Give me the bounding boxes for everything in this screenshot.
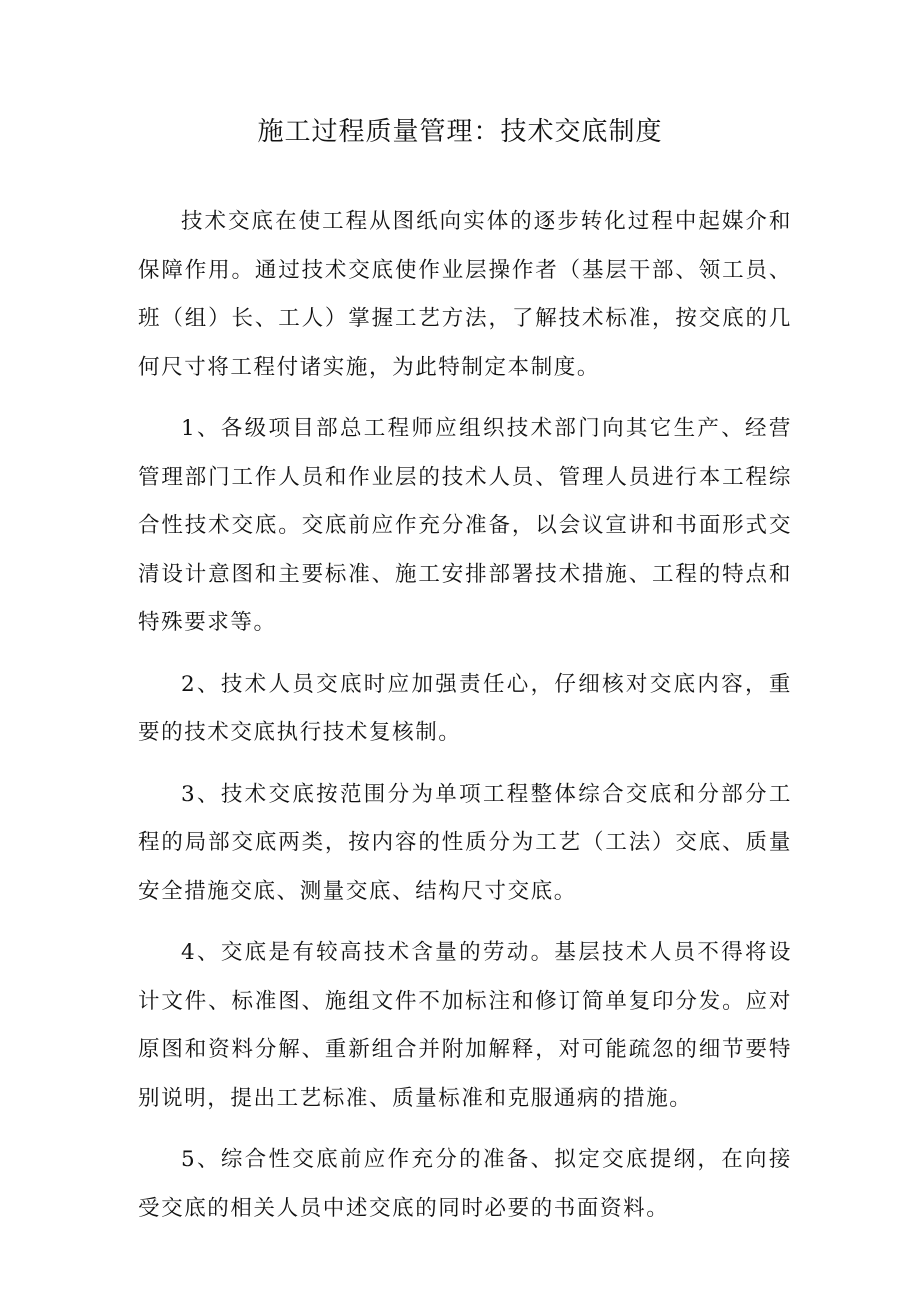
paragraph-item-1: 1、各级项目部总工程师应组织技术部门向其它生产、经营管理部门工作人员和作业层的技术人员、管理人员进行本工程综合性技术交底。交底前应作充分准备，以会议宣讲和书面形式交清设计意图和主要标准、施工安排部署技术措施、工程的特点和特殊要求等。 — [138, 416, 792, 635]
paragraph-item-2: 2、技术人员交底时应加强责任心，仔细核对交底内容，重要的技术交底执行技术复核制。 — [138, 671, 792, 745]
paragraph-item-3: 3、技术交底按范围分为单项工程整体综合交底和分部分工程的局部交底两类，按内容的性质分为工艺（工法）交底、质量安全措施交底、测量交底、结构尺寸交底。 — [138, 781, 792, 904]
paragraph-item-4: 4、交底是有较高技术含量的劳动。基层技术人员不得将设计文件、标准图、施组文件不加标注和修订简单复印分发。应对原图和资料分解、重新组合并附加解释，对可能疏忽的细节要特别说明，提出工艺标准、质量标准和克服通病的措施。 — [138, 940, 792, 1111]
document-title: 施工过程质量管理：技术交底制度 — [257, 117, 663, 147]
paragraph-item-5: 5、综合性交底前应作充分的准备、拟定交底提纲，在向接受交底的相关人员中述交底的同时必要的书面资料。 — [138, 1147, 792, 1221]
paragraph-intro: 技术交底在使工程从图纸向实体的逐步转化过程中起媒介和保障作用。通过技术交底使作业层操作者（基层干部、领工员、班（组）长、工人）掌握工艺方法，了解技术标准，按交底的几何尺寸将工程付诸实施，为此特制定本制度。 — [138, 209, 792, 380]
document-body — [138, 198, 792, 1246]
